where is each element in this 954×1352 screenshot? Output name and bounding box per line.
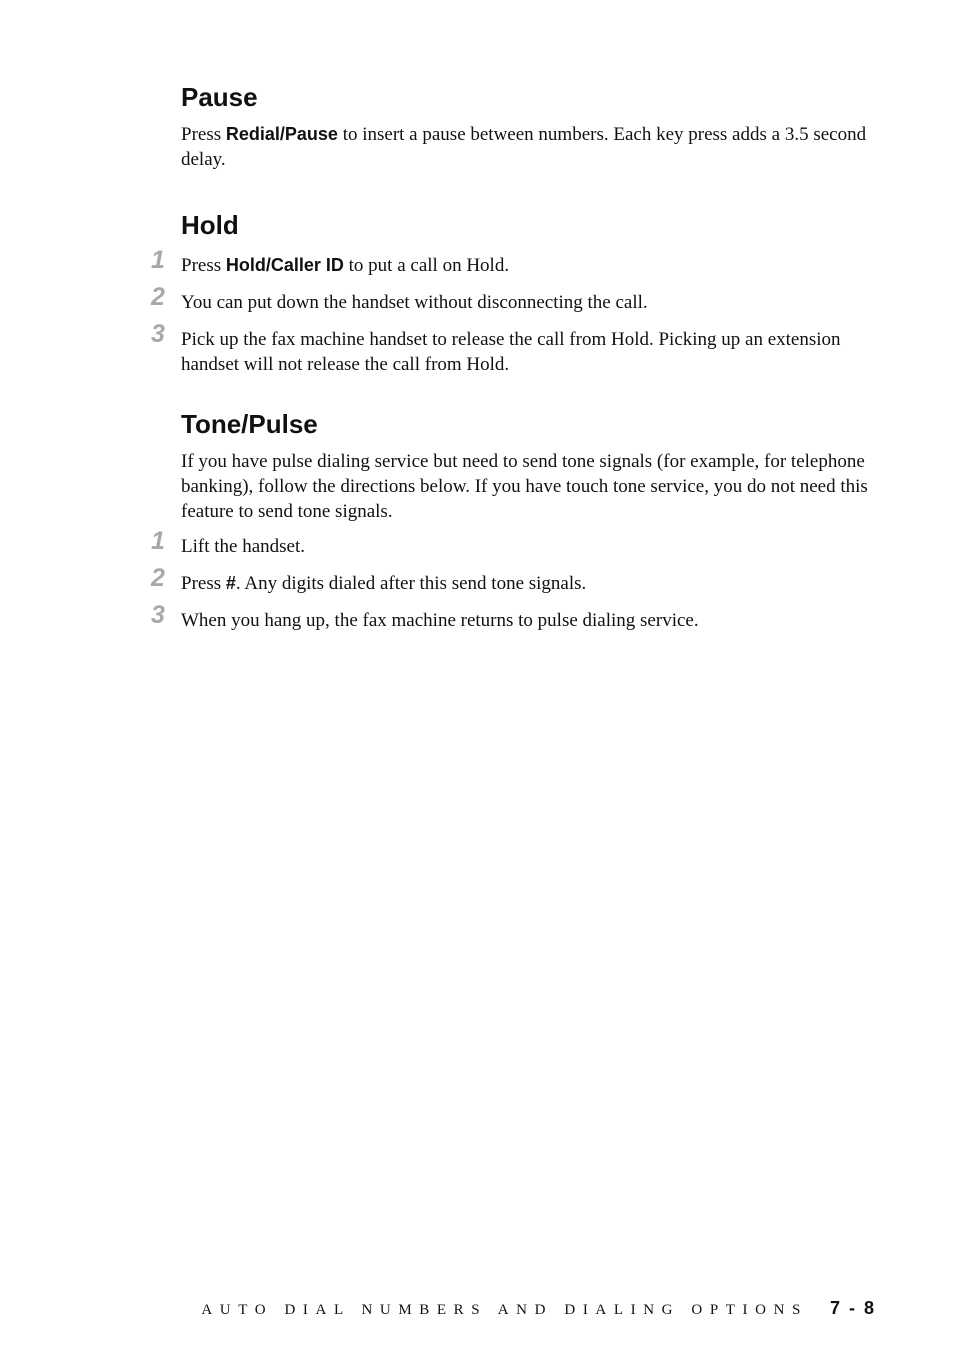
hold-caller-id-key: Hold/Caller ID	[225, 255, 344, 275]
step-text-after: to put a call on Hold.	[343, 255, 510, 276]
hold-steps	[151, 246, 881, 377]
section-pause	[181, 82, 881, 210]
step-text-after: . Any digits dialed after this send tone signals.	[235, 573, 587, 594]
hold-step-3	[151, 320, 881, 377]
page-content	[151, 82, 881, 633]
heading-tone-pulse: Tone/Pulse	[181, 409, 318, 439]
tone-step-2	[151, 564, 881, 596]
section-hold	[151, 210, 881, 409]
pause-paragraph	[181, 122, 881, 172]
tone-pulse-intro: If you have pulse dialing service but need to send tone signals (for example, for telephone banking), follow the directions below. If you have touch tone service, you do not need this feature to send tone signals.	[181, 451, 868, 522]
step-text: Lift the handset.	[181, 536, 305, 557]
pause-text-after: to insert a pause between numbers. Each key press adds a 3.5 second delay.	[181, 124, 867, 170]
step-number: 3	[151, 601, 165, 629]
tone-pulse-steps	[151, 527, 881, 633]
hold-step-1	[151, 246, 881, 278]
step-text-before: Press	[181, 255, 226, 276]
tone-step-1	[151, 527, 881, 559]
step-number: 2	[151, 283, 165, 311]
step-number: 3	[151, 320, 165, 348]
step-text: You can put down the handset without disconnecting the call.	[181, 292, 648, 313]
step-text-before: Press	[181, 573, 226, 594]
step-text: Pick up the fax machine handset to release the call from Hold. Picking up an extension handset will not release the call from Hold.	[181, 329, 841, 375]
step-text: When you hang up, the fax machine returns to pulse dialing service.	[181, 610, 699, 631]
footer-chapter-title: AUTO DIAL NUMBERS AND DIALING OPTIONS	[201, 1302, 808, 1318]
redial-pause-key: Redial/Pause	[225, 124, 338, 144]
tone-step-3	[151, 601, 881, 633]
step-number: 2	[151, 564, 165, 592]
footer-page-number: 7 - 8	[829, 1298, 876, 1318]
hash-key: #	[225, 573, 236, 593]
hold-step-2	[151, 283, 881, 315]
heading-hold: Hold	[181, 210, 239, 240]
heading-pause: Pause	[181, 82, 258, 112]
step-number: 1	[151, 246, 165, 274]
page-footer	[201, 1298, 876, 1319]
step-number: 1	[151, 527, 165, 555]
pause-text-before: Press	[181, 124, 226, 145]
section-tone-pulse	[151, 409, 881, 633]
